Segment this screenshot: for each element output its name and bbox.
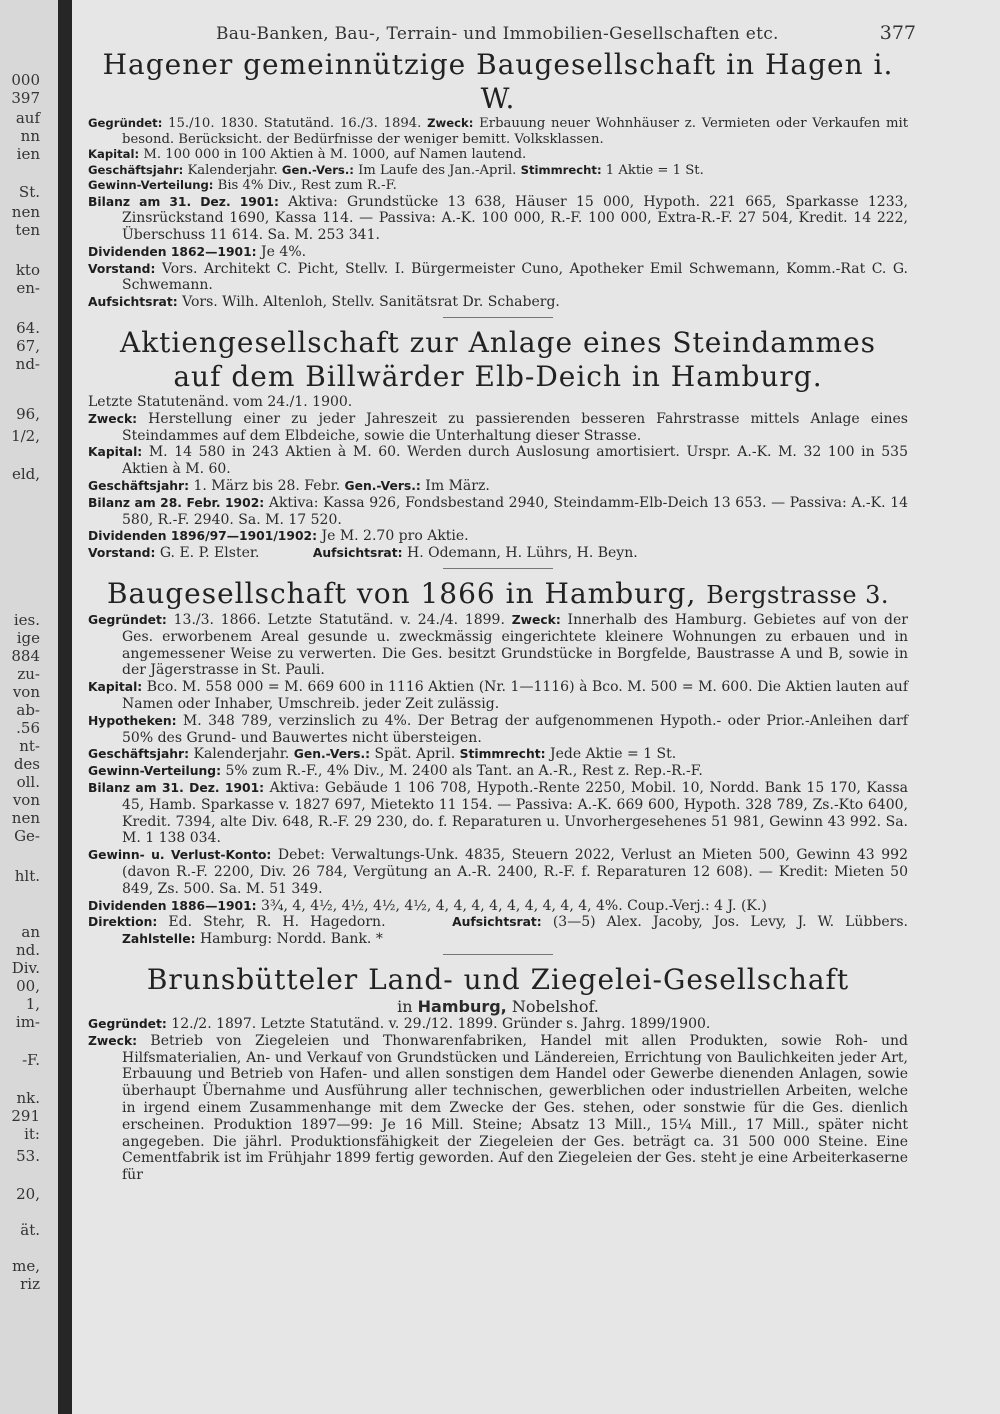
company-entry-brunsbuetteler	[88, 963, 908, 1184]
page-header	[88, 22, 916, 48]
field-text: Kalenderjahr.	[183, 162, 282, 178]
margin-fragment: St.	[18, 183, 40, 201]
margin-fragment: en-	[16, 279, 40, 297]
margin-fragment: ige	[16, 629, 40, 647]
company-entry-steindamm	[88, 326, 908, 562]
margin-fragment: im-	[15, 1013, 40, 1031]
field-key: Vorstand:	[88, 261, 156, 276]
field-text: Debet: Verwaltungs-Unk. 4835, Steuern 2022, Verlust an Mieten 500, Gewinn 43 992 (davon R.-F. 2200, Div. 26 784, Vergütung an A.-R. 2400, R.-F. f. Reparaturen 12 608). — Kredit: Mieten 50 849, Zs. 500. Sa. M. 51 349.	[122, 847, 908, 897]
field-key: Geschäftsjahr:	[88, 747, 190, 762]
field-text: 15./10. 1830. Statutänd. 16./3. 1894.	[162, 116, 428, 131]
field-text: Aktiva: Kassa 926, Fondsbestand 2940, Steindamm-Elb-Deich 13 653. — Passiva: A.-K. 14 580, R.-F. 2940. Sa. M. 17 520.	[122, 494, 909, 528]
field-key: Aufsichtsrat:	[312, 546, 403, 561]
field-text: Letzte Statutenänd. vom 24./1. 1900.	[88, 394, 353, 411]
page-content	[88, 22, 980, 1184]
profit-distribution	[88, 178, 908, 194]
field-key: Direktion:	[88, 915, 158, 930]
field-key: Gegründet:	[88, 116, 163, 130]
company-name: Baugesellschaft von 1866 in Hamburg,	[106, 577, 697, 611]
location-street: Nobelshof.	[506, 996, 599, 1016]
margin-fragment: eld,	[11, 465, 40, 483]
margin-fragment: 000	[11, 71, 40, 89]
margin-fragment: auf	[15, 109, 40, 127]
field-text: Betrieb von Ziegeleien und Thonwarenfabriken, Handel mit allen Produkten, sowie Roh- und Hilfsmaterialien, An- und Verkauf von Grundstücken und Ländereien, Errichtung von Baulichkeiten jeder Art, Erbauung und Betrieb von Hafen- und allen sonstigen dem Handel oder Gewerbe dienenden Anlagen, sowie überhaupt Übernahme und Ausführung aller technischen, gewerblichen oder industriellen Arbeiten, welche in irgend einem Zusammenhange mit dem Zwecke der Ges. stehen, oder sonstwie für die Ges. dienlich erscheinen. Produktion 1897—99: Je 16 Mill. Steine; Absatz 13 Mill., 15¼ Mill., 17 Mill., später nicht angegeben. Die jährl. Produktionsfähigkeit der Ziegeleien der Ges. beträgt ca. 31 500 000 Steine. Eine Cementfabrik ist im Frühjahr 1899 fertig geworden. Auf den Ziegeleien der Ges. steht je eine Arbeiterkaserne für	[122, 1032, 908, 1184]
margin-fragment: ies.	[13, 611, 40, 629]
margin-fragment: nn	[20, 127, 40, 145]
purpose	[88, 411, 908, 445]
field-key: Bilanz am 31. Dez. 1901:	[88, 781, 265, 796]
field-text: G. E. P. Elster.	[155, 545, 313, 562]
field-text: Ed. Stehr, R. H. Hagedorn.	[157, 914, 453, 931]
margin-fragment: 64.	[16, 319, 40, 337]
field-text: Erbauung neuer Wohnhäuser z. Vermieten oder Verkaufen mit besond. Berücksicht. der Bedürfnisse der weniger bemitt. Volksklassen.	[122, 116, 908, 147]
margin-fragment: 1,	[25, 995, 40, 1013]
margin-fragment: zu-	[17, 665, 40, 683]
field-key: Kapital:	[88, 445, 143, 460]
business-year	[88, 746, 908, 763]
field-text: 3¾, 4, 4½, 4½, 4½, 4½, 4, 4, 4, 4, 4, 4, 4, 4, 4, 4%. Coup.-Verj.: 4 J. (K.)	[256, 897, 767, 914]
directors	[88, 914, 980, 948]
board	[88, 545, 908, 562]
field-key: Gen.-Vers.:	[344, 479, 421, 494]
field-key: Zweck:	[427, 116, 474, 130]
running-title: Bau-Banken, Bau-, Terrain- und Immobilien-Gesellschaften etc.	[216, 24, 779, 44]
field-text: M. 100 000 in 100 Aktien à M. 1000, auf Namen lautend.	[139, 147, 527, 162]
margin-fragment: ät.	[20, 1221, 40, 1239]
section-divider	[443, 954, 553, 955]
field-text: H. Odemann, H. Lührs, H. Beyn.	[402, 545, 638, 562]
field-text: Vors. Architekt C. Picht, Stellv. I. Bürgermeister Cuno, Apotheker Emil Schwemann, Komm.-Rat C. G. Schwemann.	[122, 260, 908, 294]
field-text: 5% zum R.-F., 4% Div., M. 2400 als Tant. an A.-R., Rest z. Rep.-R.-F.	[221, 763, 703, 780]
field-key: Stimmrecht:	[459, 747, 546, 762]
field-text: Kalenderjahr.	[189, 746, 294, 763]
margin-fragment: 53.	[16, 1147, 40, 1165]
section-divider	[443, 317, 553, 318]
field-key: Gewinn-Verteilung:	[88, 764, 222, 779]
field-text: Je 4%.	[256, 243, 307, 260]
field-key: Zweck:	[511, 613, 561, 628]
margin-fragment: riz	[20, 1275, 40, 1293]
field-key: Bilanz am 31. Dez. 1901:	[88, 194, 279, 209]
field-key: Aufsichtsrat:	[88, 295, 178, 310]
dividends	[88, 898, 908, 915]
field-key: Gen.-Vers.:	[281, 162, 354, 177]
margin-fragment: Ge-	[14, 827, 40, 845]
company-entry-baugesellschaft-1866	[88, 577, 980, 948]
supervisory-board	[88, 294, 908, 311]
capital	[88, 679, 908, 713]
field-key: Dividenden 1862—1901:	[88, 244, 257, 259]
profit-and-loss	[88, 847, 908, 897]
page-number: 377	[879, 22, 916, 44]
field-key: Gen.-Vers.:	[293, 747, 371, 762]
field-key: Kapital:	[88, 680, 143, 695]
company-title: Hagener gemeinnützige Baugesellschaft in Hagen i. W.	[102, 48, 894, 115]
field-text: Jede Aktie = 1 St.	[545, 746, 677, 763]
field-key: Vorstand:	[88, 546, 156, 561]
field-text: 13./3. 1866. Letzte Statutänd. v. 24./4. 1899.	[166, 612, 512, 629]
margin-fragment: des	[13, 755, 40, 773]
field-text: M. 14 580 in 243 Aktien à M. 60. Werden durch Auslosung amortisiert. Urspr. A.-K. M. 32 100 in 535 Aktien à M. 60.	[122, 444, 908, 478]
capital	[88, 147, 908, 163]
margin-fragment: nd-	[15, 355, 40, 373]
field-text: 12./2. 1897. Letzte Statutänd. v. 29./12. 1899. Gründer s. Jahrg. 1899/1900.	[166, 1015, 711, 1032]
field-key: Gegründet:	[88, 1016, 167, 1031]
balance-sheet	[88, 194, 908, 244]
dividends	[88, 244, 908, 261]
margin-fragment: me,	[12, 1257, 40, 1275]
field-key: Zweck:	[88, 411, 138, 426]
company-title: Brunsbütteler Land- und Ziegelei-Gesellschaft	[146, 962, 850, 996]
founding	[88, 1016, 908, 1033]
capital	[88, 444, 908, 478]
field-text: 1. März bis 28. Febr.	[189, 478, 345, 495]
adjacent-page-edge	[0, 0, 58, 1414]
field-text: Aktiva: Gebäude 1 106 708, Hypoth.-Rente 2250, Mobil. 10, Nordd. Bank 15 170, Kassa 45, Hamb. Sparkasse v. 1827 697, Mietekto 11 154. — Passiva: A.-K. 669 600, Hypoth. 328 789, Zs.-Kto 6400, Kredit. 7394, alte Div. 648, R.-F. 29 230, do. f. Reparaturen u. Unvorhergesehenes 51 981, Gewinn 43 992. Sa. M. 1 138 034.	[122, 780, 908, 847]
margin-fragment: ab-	[16, 701, 40, 719]
margin-fragment: 884	[11, 647, 40, 665]
margin-fragment: ien	[16, 145, 40, 163]
field-text: 1 Aktie = 1 St.	[601, 162, 704, 178]
field-text: Je M. 2.70 pro Aktie.	[317, 528, 469, 545]
field-key: Gewinn- u. Verlust-Konto:	[88, 848, 272, 863]
field-text: Aktiva: Grundstücke 13 638, Häuser 15 000, Hypoth. 221 665, Sparkasse 1233, Zinsrückstand 1690, Kassa 114. — Passiva: A.-K. 100 000, R.-F. 100 000, Extra-R.-F. 27 504, Kredit. 14 222, Überschuss 11 614. Sa. M. 253 341.	[122, 193, 908, 244]
field-text: Bco. M. 558 000 = M. 669 600 in 1116 Aktien (Nr. 1—1116) à Bco. M. 500 = M. 600. Die Aktien lauten auf Namen oder Inhaber, Umschreib. jeder Zeit zulässig.	[122, 679, 908, 713]
margin-fragment: nen	[11, 809, 40, 827]
field-key: Gegründet:	[88, 613, 167, 628]
section-divider	[443, 568, 553, 569]
field-key: Stimmrecht:	[520, 162, 602, 177]
field-key: Geschäftsjahr:	[88, 162, 184, 177]
margin-fragment: Div.	[11, 959, 40, 977]
founding-and-purpose	[88, 612, 908, 679]
field-text: Bis 4% Div., Rest zum R.-F.	[213, 178, 397, 193]
field-key: Dividenden 1896/97—1901/1902:	[88, 529, 318, 544]
field-text: Hamburg: Nordd. Bank. *	[195, 931, 383, 948]
board	[88, 261, 908, 295]
field-key: Geschäftsjahr:	[88, 479, 190, 494]
field-text: Im Laufe des Jan.-April.	[353, 162, 521, 178]
company-title	[88, 577, 908, 612]
margin-fragment: kto	[15, 261, 40, 279]
balance-sheet	[88, 495, 908, 529]
field-text: Herstellung einer zu jeder Jahreszeit zu passierenden besseren Fahrstrasse mittels Anlage eines Steindammes auf dem Elbdeiche, sowie die Unterhaltung dieser Strasse.	[122, 410, 908, 444]
field-key: Dividenden 1886—1901:	[88, 898, 257, 913]
dividends	[88, 528, 908, 545]
statute-change	[88, 394, 908, 411]
field-key: Gewinn-Verteilung:	[88, 178, 214, 192]
company-title: Aktiengesellschaft zur Anlage eines Steindammes auf dem Billwärder Elb-Deich in Hamburg.	[119, 326, 877, 394]
mortgages	[88, 713, 908, 747]
book-page	[72, 0, 1000, 1414]
margin-fragment: nk.	[16, 1089, 40, 1107]
location-prefix: in	[397, 996, 418, 1016]
field-text: Vors. Wilh. Altenloh, Stellv. Sanitätsrat Dr. Schaberg.	[177, 294, 560, 311]
margin-fragment: von	[12, 683, 40, 701]
field-key: Hypotheken:	[88, 713, 177, 728]
book-gutter	[58, 0, 72, 1414]
margin-fragment: 1/2,	[11, 427, 40, 445]
margin-fragment: 96,	[16, 405, 40, 423]
margin-fragment: 67,	[16, 337, 40, 355]
business-year	[88, 478, 908, 495]
field-text: Spät. April.	[370, 746, 460, 763]
margin-fragment: oll.	[16, 773, 40, 791]
balance-sheet	[88, 780, 908, 847]
margin-fragment: hlt.	[14, 867, 40, 885]
field-key: Kapital:	[88, 147, 140, 161]
field-key: Zweck:	[88, 1033, 138, 1048]
margin-fragment: 00,	[16, 977, 40, 995]
margin-fragment: nd.	[15, 941, 40, 959]
margin-fragment: 20,	[16, 1185, 40, 1203]
margin-fragment: 397	[11, 89, 40, 107]
company-address: Bergstrasse 3.	[706, 581, 890, 610]
margin-fragment: an	[21, 923, 40, 941]
location-city: Hamburg,	[417, 996, 507, 1016]
company-location	[88, 997, 908, 1016]
founding-and-purpose	[88, 116, 908, 147]
field-text: Innerhalb des Hamburg. Gebietes auf von der Ges. erworbenem Areal gesunde u. zweckmässig eingerichtete kleinere Wohnungen zu erbauen und in angemessener Weise zu verwerten. Die Ges. besitzt Grundstücke in Borgfelde, Baustrasse A und B, sowie in der Jägerstrasse in St. Pauli.	[122, 612, 908, 679]
margin-fragment: .56	[16, 719, 40, 737]
margin-fragment: nt-	[19, 737, 40, 755]
field-text: Im März.	[420, 478, 490, 495]
margin-fragment: ten	[15, 221, 40, 239]
field-key: Zahlstelle:	[122, 932, 196, 947]
business-year	[88, 163, 908, 179]
margin-fragment: -F.	[22, 1051, 40, 1069]
company-entry-hagener	[88, 48, 908, 311]
profit-distribution	[88, 763, 908, 780]
margin-fragment: it:	[24, 1125, 40, 1143]
margin-fragment: 291	[11, 1107, 40, 1125]
field-key: Bilanz am 28. Febr. 1902:	[88, 495, 265, 510]
field-text: M. 348 789, verzinslich zu 4%. Der Betrag der aufgenommenen Hypoth.- oder Prior.-Anleihen darf 50% des Grund- und Bauwertes nicht übersteigen.	[122, 712, 908, 746]
field-key: Aufsichtsrat:	[452, 915, 542, 930]
margin-fragment: von	[12, 791, 40, 809]
purpose	[88, 1033, 908, 1184]
field-text: (3—5) Alex. Jacoby, Jos. Levy, J. W. Lübbers.	[541, 914, 980, 931]
margin-fragment: nen	[11, 203, 40, 221]
